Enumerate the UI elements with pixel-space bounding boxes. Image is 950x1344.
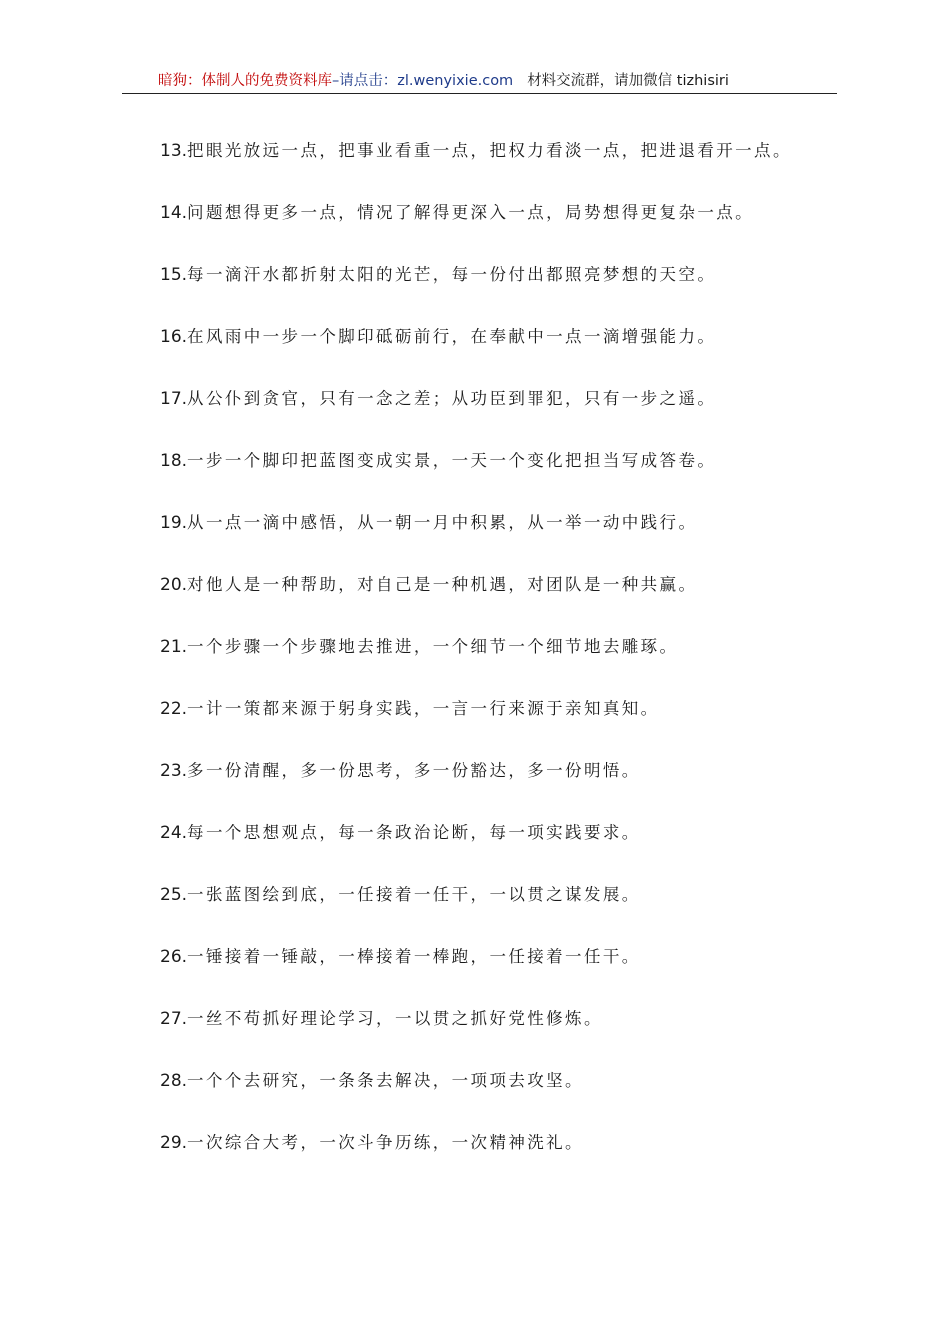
item-number: 16. [160,327,188,347]
item-text: 从公仆到贪官，只有一念之差；从功臣到罪犯，只有一步之遥。 [187,389,717,408]
item-text: 一个个去研究，一条条去解决，一项项去攻坚。 [187,1071,584,1090]
item-number: 23. [160,761,188,781]
header-link[interactable]: zl.wenyixie.com [397,73,514,89]
item-number: 21. [160,637,188,657]
list-item [160,136,820,198]
page-header [122,70,837,92]
item-number: 19. [160,513,188,533]
item-text: 问题想得更多一点，情况了解得更深入一点，局势想得更复杂一点。 [187,203,755,222]
slogan-list [160,136,820,1190]
item-number: 20. [160,575,188,595]
item-number: 18. [160,451,188,471]
item-number: 14. [160,203,188,223]
item-number: 24. [160,823,188,843]
item-number: 26. [160,947,188,967]
item-text: 从一点一滴中感悟，从一朝一月中积累，从一举一动中践行。 [187,513,698,532]
item-text: 多一份清醒，多一份思考，多一份豁达，多一份明悟。 [187,761,641,780]
header-cta: –请点击： [332,73,398,89]
item-text: 一个步骤一个步骤地去推进，一个细节一个细节地去雕琢。 [187,637,679,656]
list-item [160,446,820,508]
item-number: 25. [160,885,188,905]
header-divider [122,93,837,94]
item-text: 一张蓝图绘到底，一任接着一任干，一以贯之谋发展。 [187,885,641,904]
item-text: 一丝不苟抓好理论学习，一以贯之抓好党性修炼。 [187,1009,603,1028]
item-text: 一锤接着一锤敲，一棒接着一棒跑，一任接着一任干。 [187,947,641,966]
item-number: 22. [160,699,188,719]
list-item [160,942,820,1004]
list-item [160,880,820,942]
list-item [160,198,820,260]
item-text: 一计一策都来源于躬身实践，一言一行来源于亲知真知。 [187,699,660,718]
header-brand: 暗狗：体制人的免费资料库 [158,73,332,89]
list-item [160,1066,820,1128]
item-text: 一次综合大考，一次斗争历练，一次精神洗礼。 [187,1133,584,1152]
list-item [160,1004,820,1066]
list-item [160,756,820,818]
item-text: 每一滴汗水都折射太阳的光芒，每一份付出都照亮梦想的天空。 [187,265,717,284]
list-item [160,818,820,880]
item-text: 一步一个脚印把蓝图变成实景，一天一个变化把担当写成答卷。 [187,451,717,470]
list-item [160,694,820,756]
item-number: 13. [160,141,188,161]
list-item [160,384,820,446]
item-text: 每一个思想观点，每一条政治论断，每一项实践要求。 [187,823,641,842]
list-item [160,1128,820,1190]
item-number: 28. [160,1071,188,1091]
list-item [160,508,820,570]
item-number: 15. [160,265,188,285]
item-text: 在风雨中一步一个脚印砥砺前行，在奉献中一点一滴增强能力。 [187,327,717,346]
item-number: 27. [160,1009,188,1029]
item-number: 17. [160,389,188,409]
item-number: 29. [160,1133,188,1153]
list-item [160,632,820,694]
header-group-info: 材料交流群，请加微信 tizhisiri [527,73,729,89]
list-item [160,322,820,384]
list-item [160,570,820,632]
item-text: 把眼光放远一点，把事业看重一点，把权力看淡一点，把进退看开一点。 [187,141,792,160]
item-text: 对他人是一种帮助，对自己是一种机遇，对团队是一种共赢。 [187,575,698,594]
list-item [160,260,820,322]
